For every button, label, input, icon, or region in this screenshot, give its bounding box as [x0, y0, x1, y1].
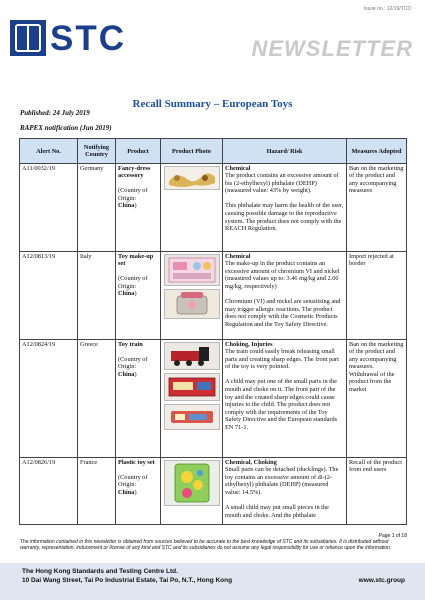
table-row — [20, 252, 407, 340]
hazard-consequence: This phthalate may harm the health of the user, causing possible damage to the reproductive system. The product does not comply with the REACH Regulation. — [225, 202, 344, 233]
hazard-title: Choking, Injuries — [225, 340, 273, 348]
origin-country: China — [118, 488, 135, 496]
header-product: Product — [116, 139, 161, 164]
origin-country: China — [118, 290, 135, 298]
measures-adopted: Recall of the product from end users — [347, 458, 407, 525]
published-date: Published: 24 July 2019 — [20, 109, 90, 117]
header-country: Notifying Country — [78, 139, 116, 164]
product-photo — [164, 166, 220, 190]
table-row — [20, 458, 407, 525]
issue-number: Issue no.: 12/19/TCD — [363, 6, 411, 12]
alert-no: A11/0032/19 — [20, 164, 78, 252]
header-photo: Product Photo — [161, 139, 223, 164]
product-photo-cell — [161, 458, 223, 525]
product-cell: Toy make-up set (Country of Origin: China) — [116, 252, 161, 340]
stc-logo-mark-icon — [10, 20, 46, 56]
alert-no: A12/0813/19 — [20, 252, 78, 340]
company-name: The Hong Kong Standards and Testing Centre Ltd. — [22, 568, 178, 575]
logo-text: STC — [50, 19, 126, 58]
notifying-country: Greece — [78, 340, 116, 458]
hazard-description: The train could easily break releasing small parts and creating sharp edges. The front part of the toy is very pointed. — [225, 348, 339, 371]
product-photo — [164, 254, 220, 286]
hazard-description: Small parts can be detached (ducklings). The toy contains an excessive amount of di-(2-ethylhexyl) phthalate (DEHP) (measured value: 14.5%). — [225, 466, 339, 496]
company-address: 10 Dai Wang Street, Tai Po Industrial Estate, Tai Po, N.T., Hong Kong — [22, 577, 233, 584]
table-row — [20, 340, 407, 458]
product-photo — [164, 373, 220, 401]
hazard-cell — [223, 164, 347, 252]
product-name: Fancy-dress accessory — [118, 164, 151, 180]
newsletter-heading: NEWSLETTER — [251, 36, 413, 61]
product-name: Toy train — [118, 340, 143, 348]
product-cell: Toy train (Country of Origin: China) — [116, 340, 161, 458]
origin-label: (Country of Origin: — [118, 355, 148, 371]
product-photo-cell — [161, 164, 223, 252]
product-photo-cell — [161, 252, 223, 340]
origin-label: (Country of Origin: — [118, 275, 148, 290]
header-measures: Measures Adopted — [347, 139, 407, 164]
product-photo — [164, 460, 220, 506]
measures-adopted: Ban on the marketing of the product and any accompanying measures. Withdrawal of the product from the market — [347, 340, 407, 458]
hazard-title: Chemical, Choking — [225, 458, 277, 466]
hazard-consequence: A small child may put small pieces in the mouth and choke. And the phthalate — [225, 504, 329, 519]
product-photo — [164, 289, 220, 319]
origin-label: (Country of Origin: — [118, 473, 148, 489]
product-photo-cell — [161, 340, 223, 458]
product-name: Plastic toy set — [118, 458, 155, 466]
hazard-description: The make-up in the product contains an excessive amount of chromium VI and nickel (measured values up to: 3.46 mg/kg and 2.00 mg/kg, respectively) — [225, 260, 340, 290]
website-link[interactable]: www.stc.group — [358, 577, 405, 584]
alert-no: A12/0826/19 — [20, 458, 78, 525]
page-title: Recall Summary – European Toys — [132, 98, 293, 110]
hazard-title: Chemical — [225, 164, 251, 172]
hazard-cell — [223, 340, 347, 458]
product-cell: Plastic toy set (Country of Origin: China) — [116, 458, 161, 525]
origin-label: (Country of Origin: — [118, 187, 148, 202]
notifying-country: Germany — [78, 164, 116, 252]
rapex-notification: RAPEX notification (Jun 2019) — [20, 124, 112, 132]
hazard-title: Chemical — [225, 252, 251, 260]
header-hazard: Hazard/ Risk — [223, 139, 347, 164]
alert-no: A12/0824/19 — [20, 340, 78, 458]
hazard-cell — [223, 252, 347, 340]
measures-adopted: Ban on the marketing of the product and any accompanying measures — [347, 164, 407, 252]
origin-country: China — [118, 202, 135, 210]
recall-table — [19, 138, 407, 525]
table-row — [20, 164, 407, 252]
product-name: Toy make-up set — [118, 252, 154, 268]
product-cell: Fancy-dress accessory (Country of Origin: China) — [116, 164, 161, 252]
measures-adopted: Import rejected at border — [347, 252, 407, 340]
notifying-country: Italy — [78, 252, 116, 340]
notifying-country: France — [78, 458, 116, 525]
stc-logo — [10, 20, 140, 60]
hazard-description: The product contains an excessive amount of bis (2-ethylhexyl) phthalate (DEHP) (measured value: 43% by weight). — [225, 172, 339, 195]
product-photo — [164, 342, 220, 370]
disclaimer: The information contained in this newsletter is obtained from sources believed to be accurate to the best knowledge of STC and its subsidiaries. It is distributed without warranty, representation, inducement or license of any kind and STC and its subsidiaries do not assume any legal responsibility for use or reliance upon the information. — [20, 539, 392, 551]
hazard-consequence: A child may put one of the small parts in the mouth and choke on it. The front part of the toy and the created sharp edges could cause injuries to the child. The product does not comply with the requirements of the Toy Safety Directive and the European standards EN 71-1. — [225, 378, 338, 432]
header-alert: Alert No. — [20, 139, 78, 164]
hazard-cell — [223, 458, 347, 525]
hazard-consequence: Chromium (VI) and nickel are sensitising and may trigger allergic reactions. The product does not comply with the Cosmetic Products Regulation and the Toy Safety Directive. — [225, 298, 341, 328]
origin-country: China — [118, 370, 135, 378]
product-photo — [164, 404, 220, 430]
table-header-row — [20, 139, 407, 164]
page-number: Page 1 of 18 — [378, 533, 407, 539]
